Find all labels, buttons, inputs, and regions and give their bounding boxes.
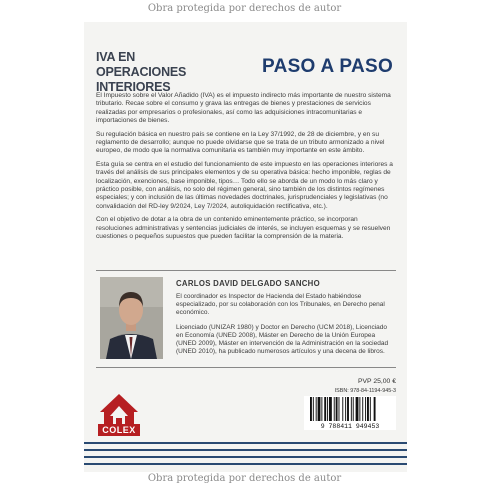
footer-band-1	[84, 442, 407, 444]
author-bio	[176, 293, 396, 362]
author-bio-paragraph-2: Licenciado (UNIZAR 1980) y Doctor en Derecho (UCM 2018), Licenciado en Economía (UNED 2008), Máster en Derecho de la Unión Europea (UNED 2009), Máster en intervención de la Administración en la sociedad (UNED 2010), ha publicado numerosos artículos y una decena de libros.	[176, 323, 389, 356]
synopsis-paragraph-4: Con el objetivo de dotar a la obra de un contenido eminentemente práctico, se incorporan resoluciones administrativas y sentencias judiciales de interés, se incluyen esquemas y se resuelven cuestiones o pequeños supuestos que pueden facilitar la comprensión de la materia.	[96, 216, 391, 240]
watermark-top: Obra protegida por derechos de autor	[147, 3, 342, 14]
synopsis	[96, 92, 396, 247]
isbn: ISBN: 978-84-1194-945-3	[334, 388, 396, 394]
author-bio-paragraph-1: El coordinador es Inspector de Hacienda del Estado habiéndose especializado, por su colaboración con los Tribunales, en Derecho penal económico.	[176, 293, 385, 317]
divider	[96, 367, 396, 368]
author-photo	[100, 277, 163, 359]
watermark-bottom: Obra protegida por derechos de autor	[147, 473, 342, 484]
title-left-line2: OPERACIONES INTERIORES	[96, 65, 187, 94]
footer-band-4	[84, 463, 407, 465]
price: PVP 25,00 €	[357, 378, 396, 385]
synopsis-paragraph-1: El Impuesto sobre el Valor Añadido (IVA) es el impuesto indirecto más importante de nuestro sistema tributario. Recae sobre el consumo y grava las entregas de bienes y prestaciones de servicios realizadas por empresarios o profesionales, así como las adquisiciones intracomunitarias e importaciones de bienes.	[96, 92, 391, 124]
title-left-line1: IVA EN	[96, 50, 136, 64]
barcode-digits: 9 788411 949453	[320, 423, 380, 430]
synopsis-paragraph-2: Su regulación básica en nuestro país se contiene en la Ley 37/1992, de 28 de diciembre, y en su reglamento de desarrollo; aunque no puede olvidarse que se trata de un tributo armonizado a nivel europeo, de modo que la normativa comunitaria es también muy importante en este ámbito.	[96, 130, 385, 155]
title-right: PASO A PASO	[262, 56, 394, 77]
footer-band-3	[84, 456, 407, 458]
title-left	[96, 50, 256, 95]
synopsis-paragraph-3: Esta guía se centra en el estudio del funcionamiento de este impuesto en las operaciones interiores a través del análisis de sus principales elementos y de su operativa básica: hecho imponible, reglas de localización, exenciones, base imponible, tipos… Todo ello se aborda de un modo lo más claro y práctico posible, con análisis, no solo del régimen general, sino también de los distintos regímenes especiales; y con inclusión de las últimas novedades doctrinales, jurisprudenciales y legislativas (no convalidación del RD-ley 9/2024, Ley 7/2024, autoliquidación rectificativa, etc.).	[96, 161, 393, 210]
barcode	[304, 396, 396, 430]
footer-band-2	[84, 449, 407, 451]
author-name: CARLOS DAVID DELGADO SANCHO	[176, 279, 320, 288]
divider	[96, 270, 396, 271]
publisher-name: COLEX	[98, 424, 140, 436]
